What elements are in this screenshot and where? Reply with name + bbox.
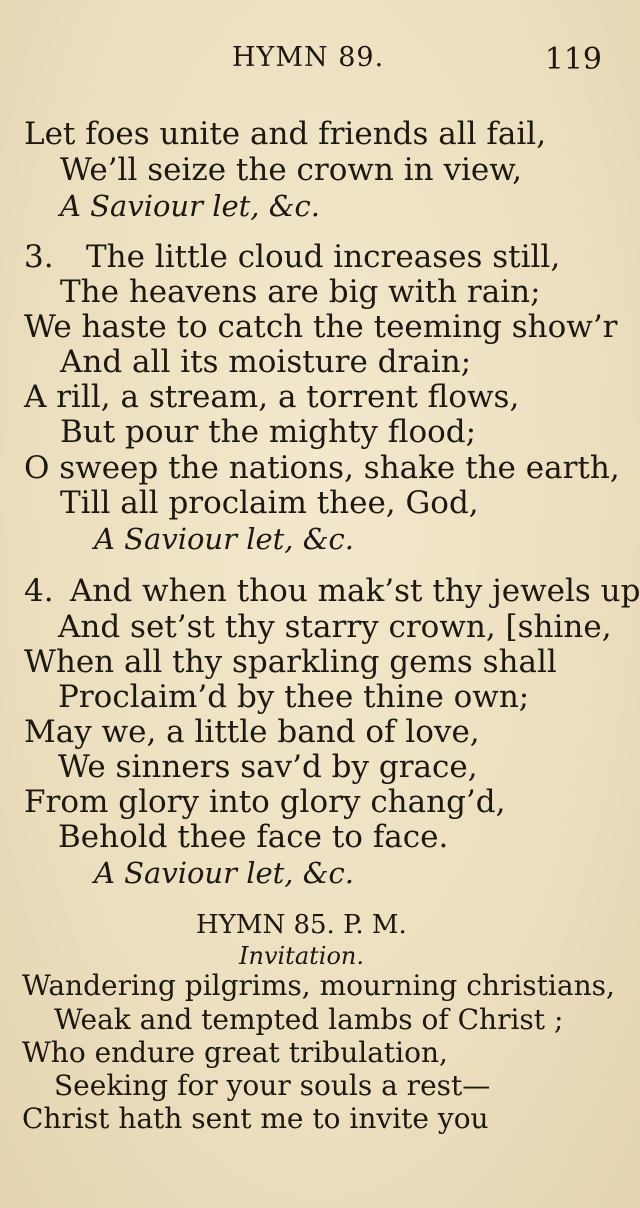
verse-line: The heavens are big with rain;: [60, 274, 541, 310]
verse-line: Let foes unite and friends all fail,: [24, 116, 547, 152]
verse-line: A rill, a stream, a torrent flows,: [24, 379, 520, 415]
hymn-line: Weak and tempted lambs of Christ ;: [54, 1003, 564, 1036]
page-number: 119: [544, 42, 602, 77]
verse-number: 3.: [24, 239, 54, 275]
verse-line: The little cloud increases still,: [86, 239, 561, 275]
running-title: HYMN 89.: [232, 42, 385, 73]
hymn-subtitle: Invitation.: [239, 942, 364, 970]
chorus-line: A Saviour let, &c.: [94, 856, 354, 890]
verse-line: From glory into glory chang’d,: [24, 784, 506, 820]
verse-line: But pour the mighty flood;: [60, 414, 477, 450]
chorus-line: A Saviour let, &c.: [60, 189, 320, 223]
verse-line: And when thou mak’st thy jewels up: [70, 573, 640, 609]
hymn-line: Christ hath sent me to invite you: [22, 1102, 489, 1135]
hymn-line: Who endure great tribulation,: [22, 1036, 448, 1069]
verse-line: When all thy sparkling gems shall: [24, 644, 557, 680]
verse-line: Till all proclaim thee, God,: [60, 485, 479, 521]
chorus-line: A Saviour let, &c.: [94, 522, 354, 556]
verse-line: Behold thee face to face.: [58, 819, 449, 855]
verse-line: O sweep the nations, shake the earth,: [24, 450, 620, 486]
verse-line: And all its moisture drain;: [60, 344, 472, 380]
hymn-line: Wandering pilgrims, mourning christians,: [22, 969, 615, 1002]
verse-line: We haste to catch the teeming show’r: [24, 309, 618, 345]
hymn-line: Seeking for your souls a rest—: [54, 1069, 491, 1102]
verse-line: We’ll seize the crown in view,: [60, 152, 522, 188]
verse-number: 4.: [24, 573, 54, 609]
hymn-heading: HYMN 85. P. M.: [196, 910, 407, 940]
verse-line: And set’st thy starry crown, [shine,: [58, 609, 612, 645]
verse-line: We sinners sav’d by grace,: [58, 749, 478, 785]
running-head: [0, 42, 640, 82]
verse-line: May we, a little band of love,: [24, 714, 480, 750]
verse-line: Proclaim’d by thee thine own;: [58, 679, 530, 715]
